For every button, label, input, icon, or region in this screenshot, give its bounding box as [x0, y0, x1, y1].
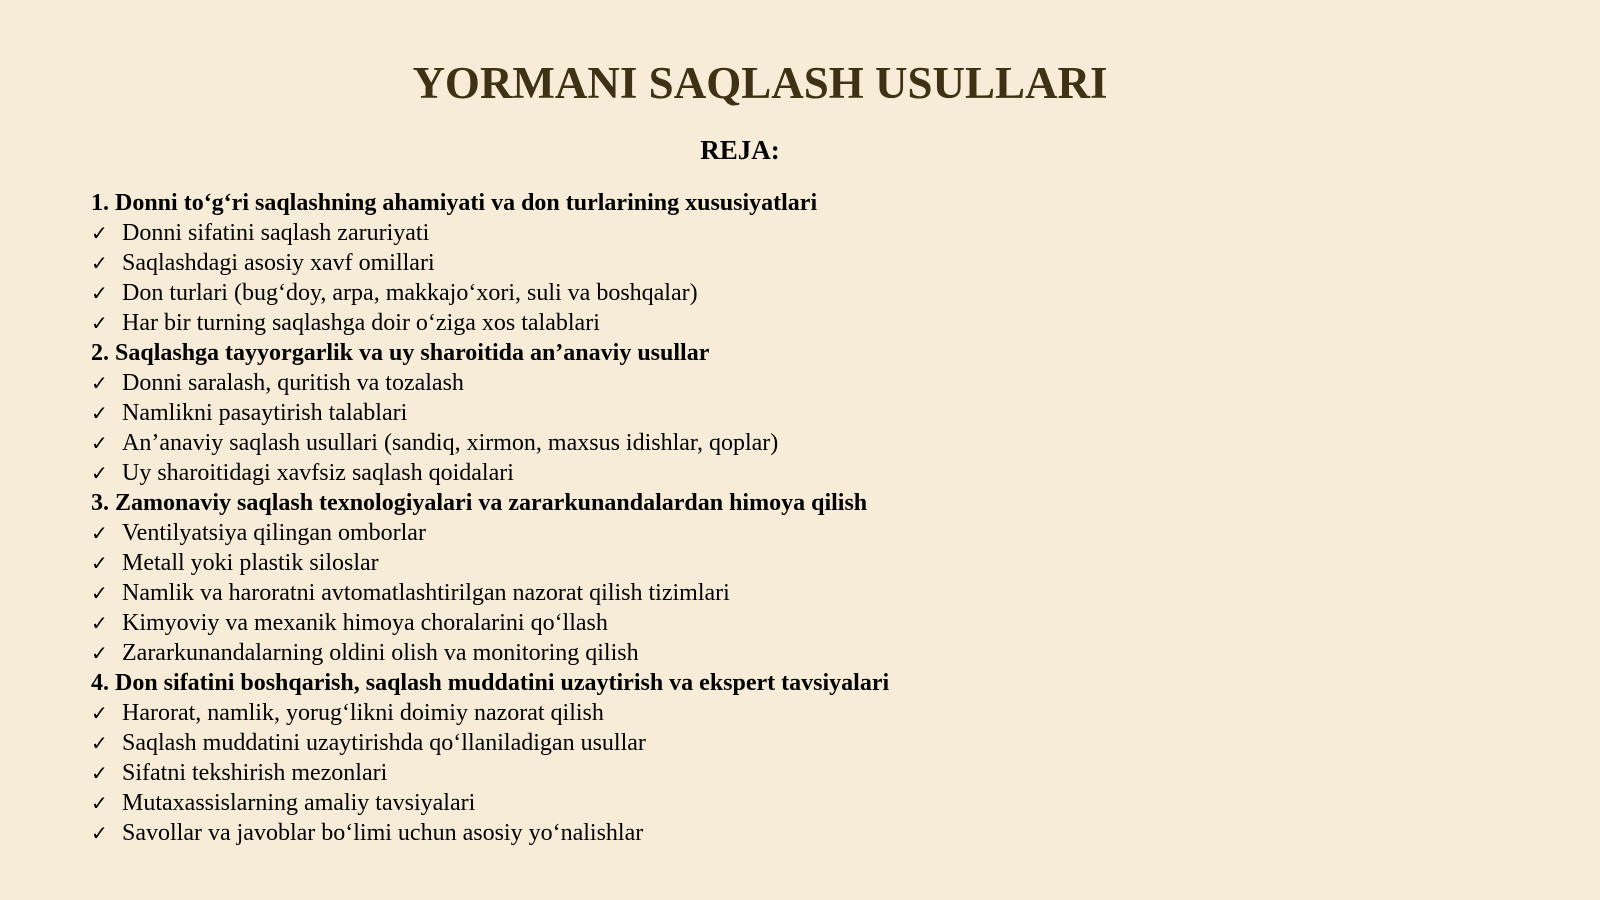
checkmark-icon: ✓: [91, 403, 108, 425]
checkmark-icon: ✓: [91, 583, 108, 605]
list-item: [91, 458, 1391, 488]
checkmark-icon: ✓: [91, 823, 108, 845]
checkmark-icon: ✓: [91, 763, 108, 785]
checkmark-icon: ✓: [91, 373, 108, 395]
checkmark-icon: ✓: [91, 433, 108, 455]
list-item-text: Savollar va javoblar bo‘limi uchun asosiy yo‘nalishlar: [122, 820, 644, 846]
checkmark-icon: ✓: [91, 613, 108, 635]
list-item-text: Don turlari (bug‘doy, arpa, makkajo‘xori, suli va boshqalar): [122, 280, 698, 306]
slide-subtitle: REJA:: [700, 135, 780, 165]
list-item: [91, 368, 1391, 398]
list-item: [91, 818, 1391, 848]
list-item: [91, 308, 1391, 338]
list-item-text: Harorat, namlik, yorug‘likni doimiy nazorat qilish: [122, 700, 604, 726]
list-item-text: Namlikni pasaytirish talablari: [122, 400, 408, 426]
checkmark-icon: ✓: [91, 313, 108, 335]
checkmark-icon: ✓: [91, 253, 108, 275]
list-item-text: Donni saralash, quritish va tozalash: [122, 370, 464, 396]
plan-outline: [91, 188, 1391, 848]
list-item: [91, 548, 1391, 578]
list-item-text: Ventilyatsiya qilingan omborlar: [122, 520, 426, 546]
list-item: [91, 758, 1391, 788]
list-item: [91, 578, 1391, 608]
list-item-text: Sifatni tekshirish mezonlari: [122, 760, 388, 786]
checkmark-icon: ✓: [91, 793, 108, 815]
checkmark-icon: ✓: [91, 703, 108, 725]
section-heading: 2. Saqlashga tayyorgarlik va uy sharoitida an’anaviy usullar: [91, 340, 710, 366]
section-heading: 3. Zamonaviy saqlash texnologiyalari va zararkunandalardan himoya qilish: [91, 490, 868, 516]
list-item-text: Uy sharoitidagi xavfsiz saqlash qoidalari: [122, 460, 514, 486]
list-item: [91, 428, 1391, 458]
list-item-text: Zararkunandalarning oldini olish va monitoring qilish: [122, 640, 639, 666]
list-item: [91, 398, 1391, 428]
checkmark-icon: ✓: [91, 223, 108, 245]
list-item: [91, 608, 1391, 638]
list-item: [91, 788, 1391, 818]
list-item-text: Har bir turning saqlashga doir o‘ziga xos talablari: [122, 310, 600, 336]
list-item-text: Mutaxassislarning amaliy tavsiyalari: [122, 790, 476, 816]
list-item-text: Saqlashdagi asosiy xavf omillari: [122, 250, 435, 276]
list-item: [91, 218, 1391, 248]
list-item: [91, 278, 1391, 308]
checkmark-icon: ✓: [91, 523, 108, 545]
checkmark-icon: ✓: [91, 733, 108, 755]
list-item-text: Donni sifatini saqlash zaruriyati: [122, 220, 430, 246]
list-item-text: Namlik va haroratni avtomatlashtirilgan nazorat qilish tizimlari: [122, 580, 730, 606]
list-item: [91, 638, 1391, 668]
list-item: [91, 518, 1391, 548]
checkmark-icon: ✓: [91, 463, 108, 485]
checkmark-icon: ✓: [91, 283, 108, 305]
list-item-text: Kimyoviy va mexanik himoya choralarini qo‘llash: [122, 610, 608, 636]
list-item-text: An’anaviy saqlash usullari (sandiq, xirmon, maxsus idishlar, qoplar): [122, 430, 779, 456]
section-heading: 4. Don sifatini boshqarish, saqlash muddatini uzaytirish va ekspert tavsiyalari: [91, 670, 890, 696]
list-item: [91, 248, 1391, 278]
list-item-text: Metall yoki plastik siloslar: [122, 550, 379, 576]
list-item: [91, 728, 1391, 758]
list-item: [91, 698, 1391, 728]
checkmark-icon: ✓: [91, 553, 108, 575]
checkmark-icon: ✓: [91, 643, 108, 665]
slide-title: YORMANI SAQLASH USULLARI: [412, 58, 1108, 108]
section-heading: 1. Donni to‘g‘ri saqlashning ahamiyati va don turlarining xususiyatlari: [91, 190, 818, 216]
list-item-text: Saqlash muddatini uzaytirishda qo‘llaniladigan usullar: [122, 730, 646, 756]
